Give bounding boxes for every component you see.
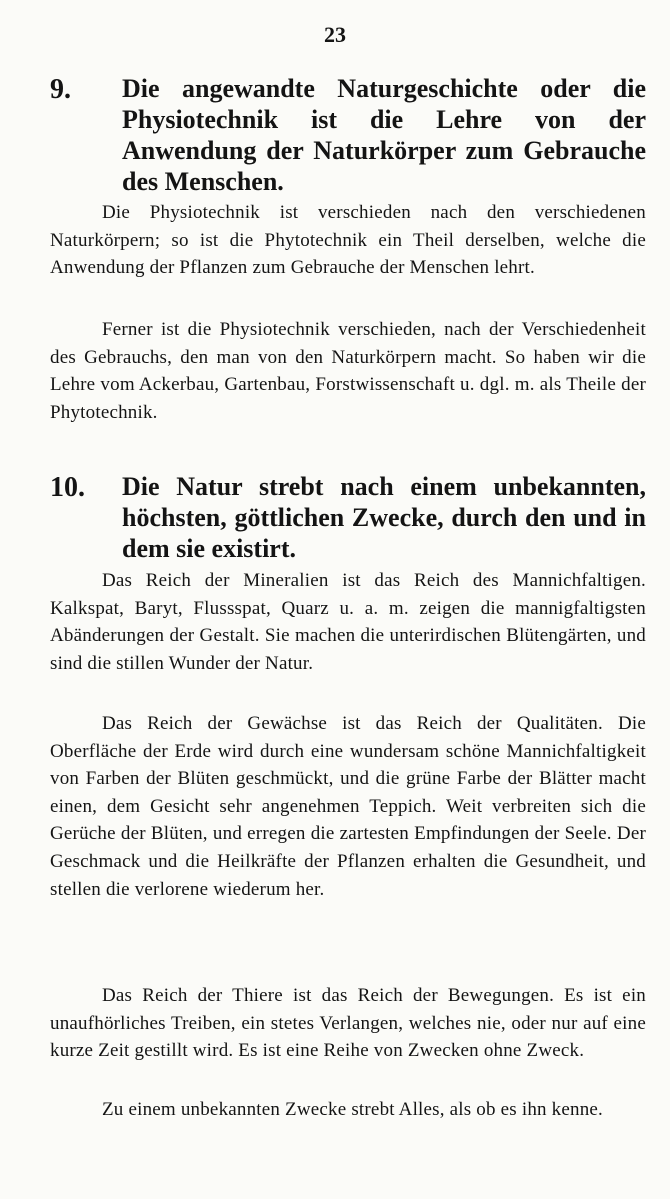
paragraph: Das Reich der Gewächse ist das Reich der Qualitäten. Die Oberfläche der Erde wird durch eine wundersam schöne Mannichfaltigkeit von Farben der Blüten geschmückt, und die grüne Farbe der Blätter macht einen, dem Gesicht sehr angenehmen Teppich. Weit verbreiten sich die Gerüche der Blüten, und erregen die zartesten Empfindungen der Seele. Der Geschmack und die Heilkräfte der Pflanzen erhalten die Gesundheit, und stellen die verlorene wiederum her. — [50, 713, 646, 900]
paragraph: Das Reich der Mineralien ist das Reich des Mannichfaltigen. Kalkspat, Baryt, Flussspat, Quarz u. a. m. zeigen die mannigfaltigsten Abänderungen der Gestalt. Sie machen die unterirdischen Blütengärten, und sind die stillen Wunder der Natur. — [50, 570, 646, 674]
paragraph: Das Reich der Thiere ist das Reich der Bewegungen. Es ist ein unaufhörliches Treiben, ein stetes Verlangen, welches nie, oder nur auf eine kurze Zeit gestillt wird. Es ist eine Reihe von Zwecken ohne Zweck. — [50, 985, 646, 1062]
section-heading: Die Natur strebt nach einem unbekannten, höchsten, göttlichen Zwecke, durch den und in dem sie existirt. — [122, 472, 646, 563]
paragraph: Ferner ist die Physiotechnik verschieden, nach der Verschiedenheit des Gebrauchs, den man von den Naturkörpern macht. So haben wir die Lehre vom Ackerbau, Gartenbau, Forstwissenschaft u. dgl. m. als Theile der Phytotechnik. — [50, 319, 646, 423]
paragraph: Die Physiotechnik ist verschieden nach den verschiedenen Naturkörpern; so ist die Phytotechnik ein Theil derselben, welche die Anwendung der Pflanzen zum Gebrauche der Menschen lehrt. — [50, 202, 646, 279]
section-heading: Die angewandte Naturgeschichte oder die Physiotechnik ist die Lehre von der Anwendung der Naturkörper zum Gebrauche des Menschen. — [122, 74, 646, 196]
section-number: 10. — [50, 472, 85, 503]
section-number: 9. — [50, 74, 71, 105]
paragraph: Zu einem unbekannten Zwecke strebt Alles, als ob es ihn kenne. — [102, 1099, 603, 1120]
page-number: 23 — [324, 22, 346, 47]
